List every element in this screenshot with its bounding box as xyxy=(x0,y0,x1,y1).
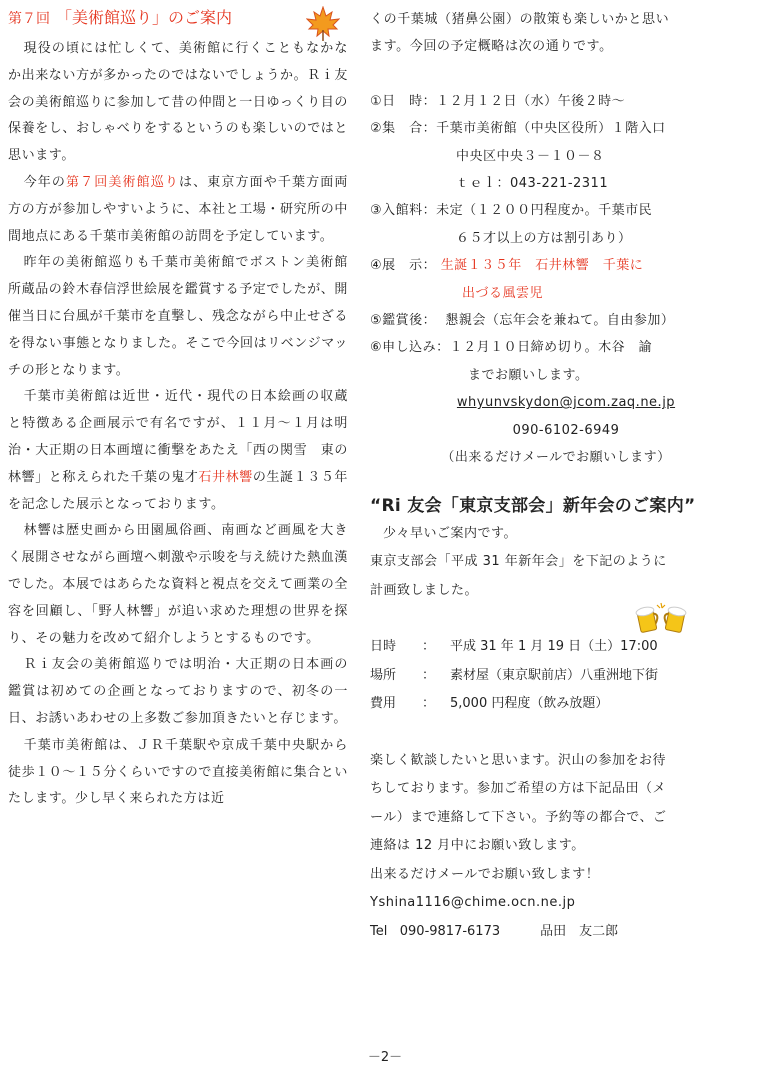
schedule-address: 中央区中央３－１０－８ xyxy=(456,148,605,164)
contact-email[interactable]: whyunvskydon@jcom.zaq.ne.jp xyxy=(456,395,676,411)
paragraph-7: 千葉市美術館は、ＪＲ千葉駅や京成千葉中央駅から徒歩１０～１５分くらいですので直接美術館に集合といたします。少し早く来られた方は近 xyxy=(8,737,349,807)
issue-number: 第７回 xyxy=(8,11,50,27)
article-header xyxy=(8,6,348,36)
schedule-after: ⑤鑑賞後： 懇親会（忘年会を兼ねて。自由参加） xyxy=(370,313,675,329)
schedule-place: ②集 合：千葉市美術館（中央区役所）１階入口 xyxy=(370,121,666,137)
newyear-closing-1: 楽しく歓談したいと思います。沢山の参加をお待 xyxy=(370,752,666,768)
newyear-closing-2: ちしております。参加ご希望の方は下記品田（メ xyxy=(370,781,666,796)
schedule-apply-note: までお願いします。 xyxy=(468,367,589,383)
newyear-contact: Tel 090-9817-6173 品田 友二郎 xyxy=(370,918,742,947)
newyear-place: 場所 ： 素材屋（東京駅前店）八重洲地下街 xyxy=(370,667,659,683)
schedule-tel: ｔｅｌ：043-221-2311 xyxy=(456,176,609,192)
schedule-list xyxy=(370,88,742,472)
paragraph-5: 林響は歴史画から田園風俗画、南画など画風を大きく展開させながら画壇へ刺激や示唆を与え続けた熱血漢でした。本展ではあらたな資料と視点を交えて画業の全容を回顧し、「野人林響」が追い求めた理想の世界を探り、その魅力を改めて紹介しようとするものです。 xyxy=(8,523,349,646)
paragraph-7-continued-1: くの千葉城（猪鼻公園）の散策も楽しいかと思い xyxy=(370,12,670,27)
newyear-line-1: 東京支部会「平成 31 年新年会」を下記のように xyxy=(370,554,667,569)
paragraph-2: 今年の第７回美術館巡りは、東京方面や千葉方面両方の方が参加しやすいように、本社と工場・研究所の中間地点にある千葉市美術館の訪問を予定しています。 xyxy=(8,174,349,244)
left-column xyxy=(8,6,348,813)
schedule-apply: ⑥申し込み：１２月１０日締め切り。木谷 諭 xyxy=(370,340,653,356)
maple-leaf-icon xyxy=(306,6,340,42)
highlight-event-name: 第７回美術館巡り xyxy=(65,174,179,190)
schedule-fee: ③入館料：未定（１２００円程度か。千葉市民 xyxy=(370,203,653,219)
newyear-line-2: 計画致しました。 xyxy=(370,582,479,598)
newyear-email[interactable]: Yshina1116@chime.ocn.ne.jp xyxy=(370,895,576,910)
schedule-fee-note: ６５才以上の方は割引あり） xyxy=(456,230,632,246)
newyear-closing-5: 出来るだけメールでお願い致します！ xyxy=(370,866,600,882)
paragraph-7-continued-2: ます。今回の予定概略は次の通りです。 xyxy=(370,39,613,55)
paragraph-1: 現役の頃には忙しくて、美術館に行くこともなかなか出来ない方が多かったのではないでしょうか。Ｒｉ友会の美術館巡りに参加して昔の仲間と一日ゆっくり目の保養をし、おしゃべりをするというのも楽しいのではと思います。 xyxy=(8,41,349,164)
article-title: 「美術館巡り」のご案内 xyxy=(56,8,233,27)
newyear-title: “Ri 友会「東京支部会」新年会のご案内” xyxy=(370,495,696,516)
page-number: －2－ xyxy=(367,1050,403,1065)
schedule-exhibit: ④展 示： 生誕１３５年 石井林響 千葉に xyxy=(370,258,644,274)
newyear-cost: 費用 ： 5,000 円程度（飲み放題） xyxy=(370,696,609,711)
right-column xyxy=(370,6,742,946)
newyear-date: 日時 ： 平成 31 年 1 月 19 日（土）17:00 xyxy=(370,639,658,654)
contact-note: （出来るだけメールでお願いします） xyxy=(441,450,671,466)
highlight-artist-name: 石井林響 xyxy=(198,469,253,485)
newyear-intro: 少々早いご案内です。 xyxy=(383,525,517,541)
contact-phone: 090-6102-6949 xyxy=(512,422,620,438)
paragraph-4: 千葉市美術館は近世・近代・現代の日本絵画の収蔵と特徴ある企画展示で有名ですが、１１月～１月は明治・大正期の日本画壇に衝撃をあたえ「西の関雪 東の林響」と称えられた千葉の鬼才石井林響の生誕１３５年を記念した展示となっております。 xyxy=(8,389,349,512)
paragraph-6: Ｒｉ友会の美術館巡りでは明治・大正期の日本画の鑑賞は初めての企画となっておりますので、初冬の一日、お誘いあわせの上多数ご参加頂きたいと存じます。 xyxy=(8,657,348,726)
paragraph-3: 昨年の美術館巡りも千葉市美術館でボストン美術館所蔵品の鈴木春信浮世絵展を鑑賞する予定でしたが、開催当日に台風が千葉市を直撃し、残念ながら中止せざるを得ない事態となりました。そこで今回はリベンジマッチの形となります。 xyxy=(8,255,349,378)
schedule-date: ①日 時：１２月１２日（水）午後２時～ xyxy=(370,93,626,109)
schedule-exhibit-subtitle: 出づる風雲児 xyxy=(462,285,544,301)
newyear-closing-3: ール）まで連絡して下さい。予約等の都合で、ご xyxy=(370,809,667,825)
beer-mugs-icon xyxy=(634,601,690,637)
signature: 品田 友二郎 xyxy=(540,923,619,939)
newyear-closing-4: 連絡は 12 月中にお願い致します。 xyxy=(370,838,585,853)
article-body xyxy=(8,36,348,813)
